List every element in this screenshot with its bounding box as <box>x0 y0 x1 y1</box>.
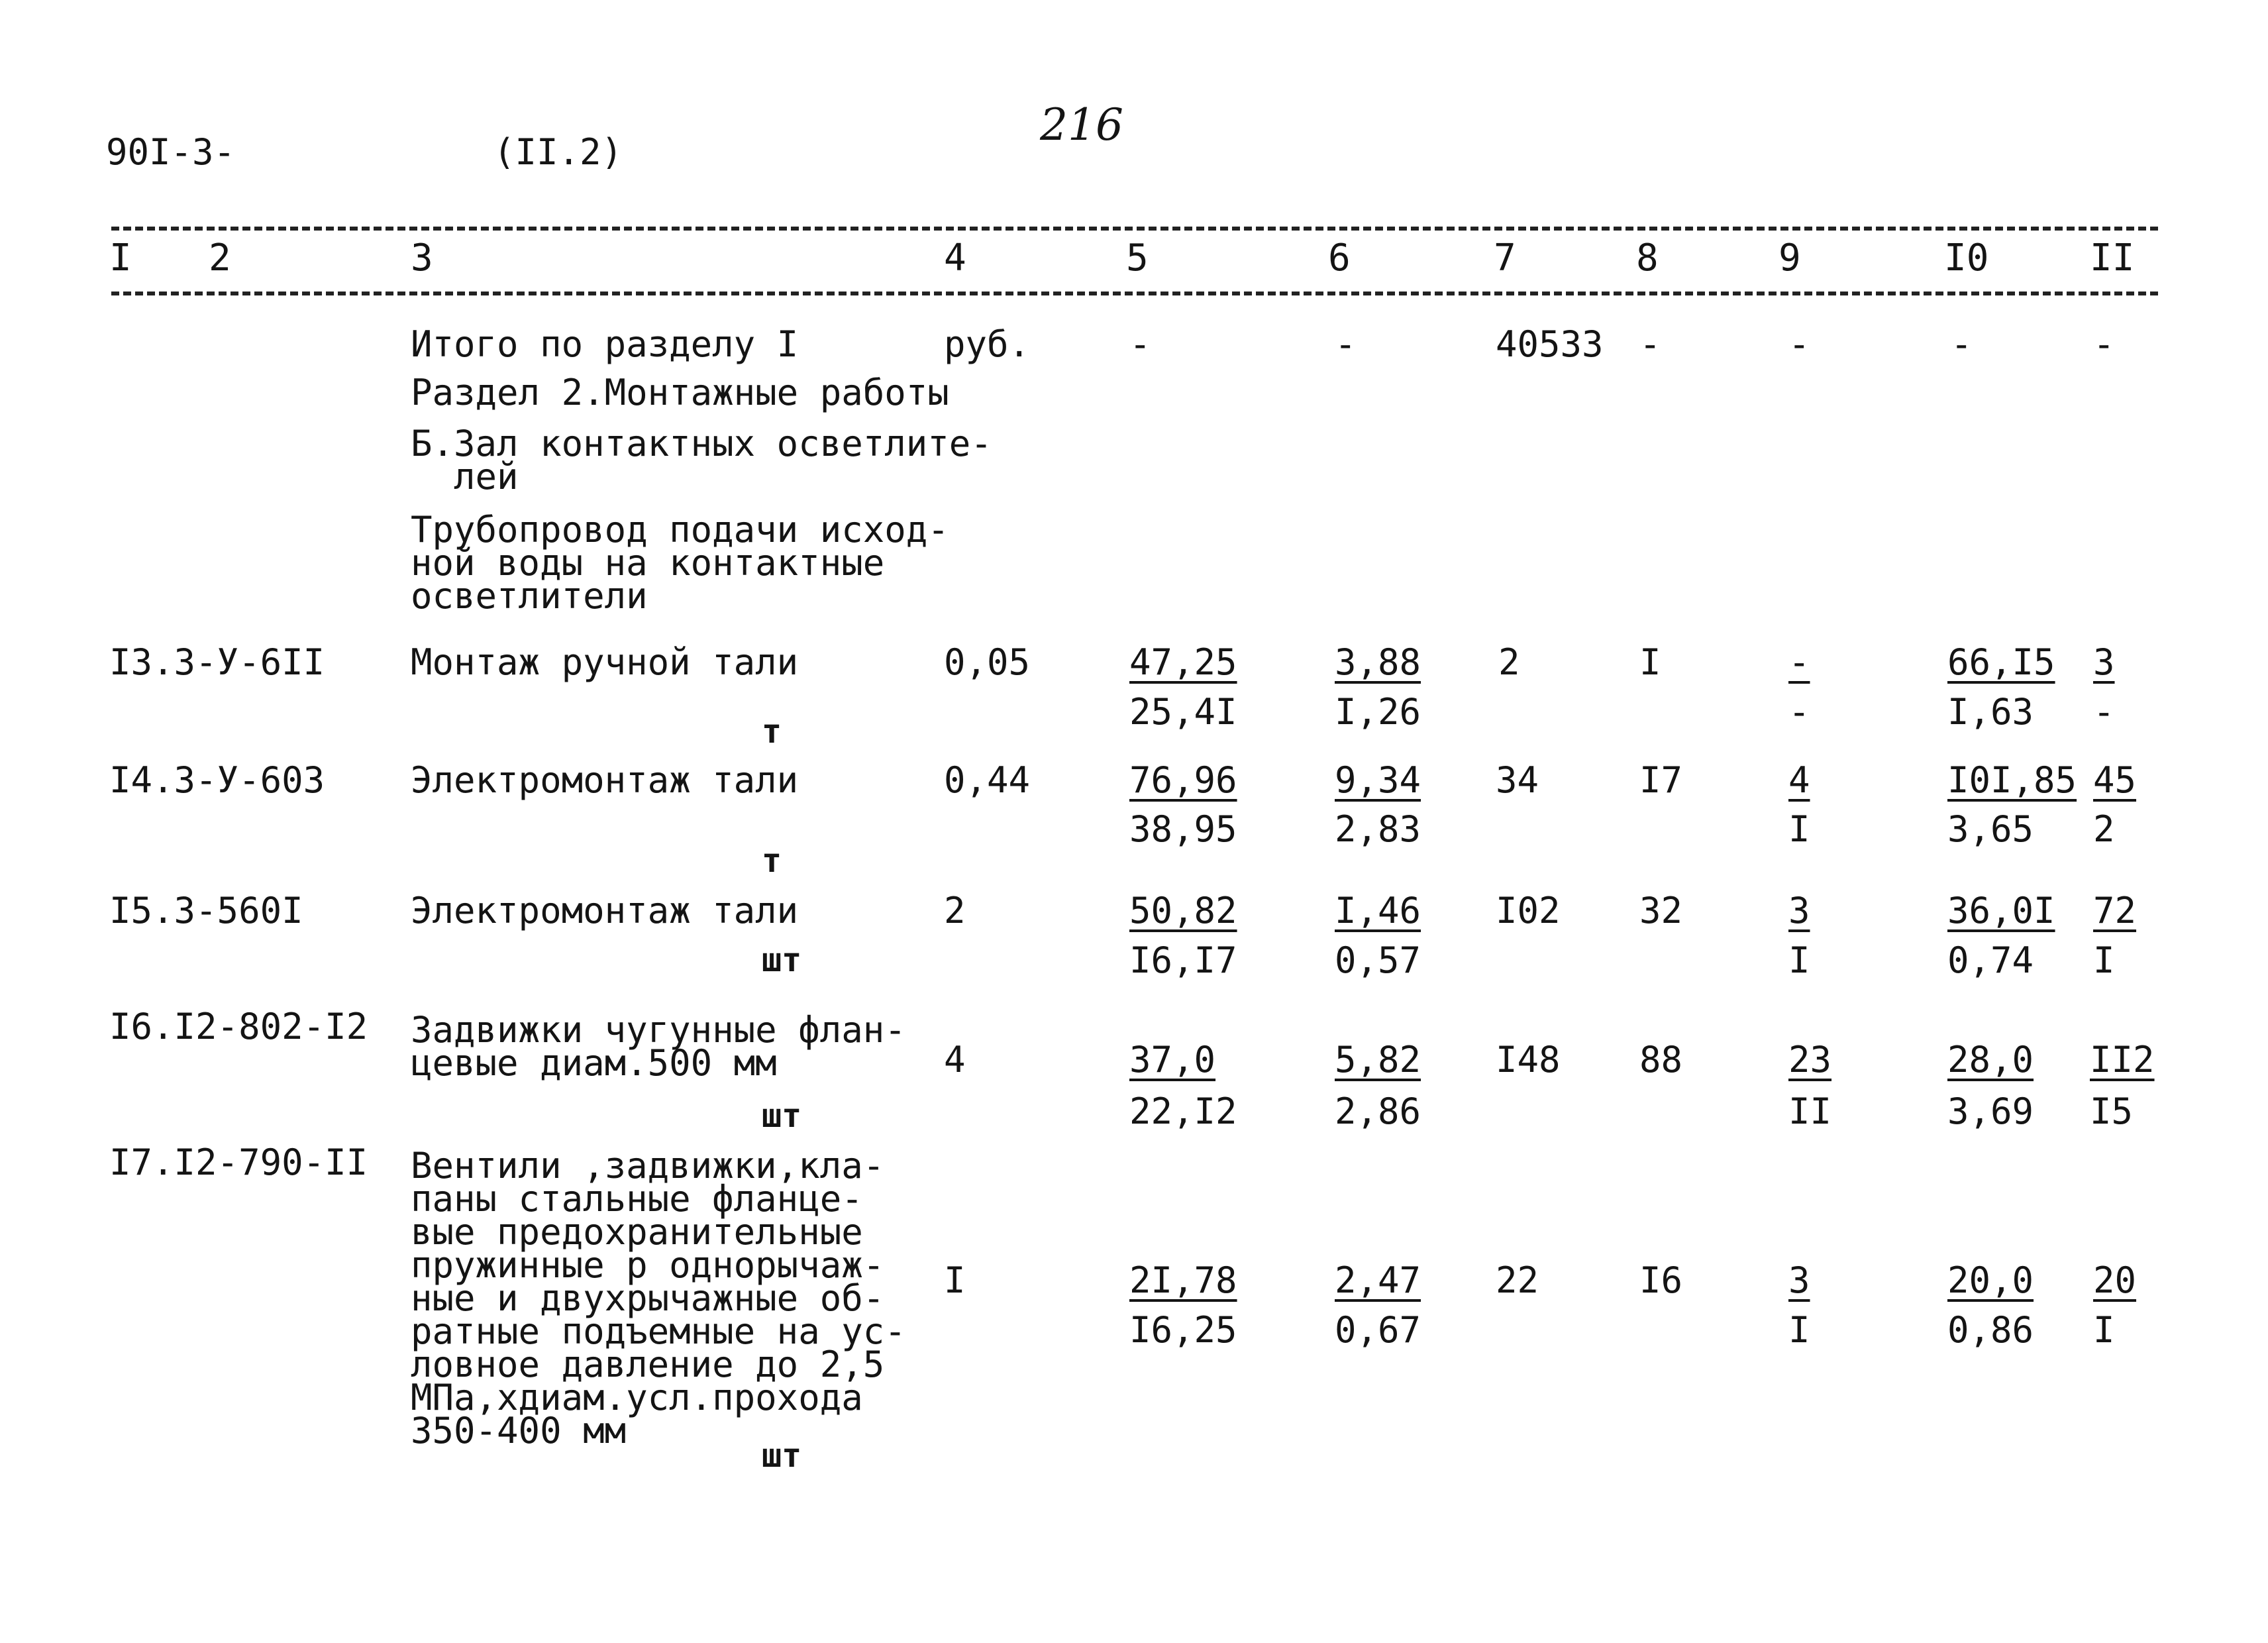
row-cell: 2,83 <box>1335 808 1421 850</box>
summary-unit: руб. <box>944 323 1031 365</box>
summary-cell: - <box>1951 323 1973 365</box>
page-number: 216 <box>1040 99 1123 150</box>
row-cell: 2,47 <box>1335 1259 1421 1301</box>
row-cell: 2 <box>1498 641 1520 683</box>
row-cell: 23 <box>1788 1039 1832 1081</box>
summary-cell: - <box>1788 323 1810 365</box>
column-header: 2 <box>209 237 231 280</box>
row-cell: 5,82 <box>1335 1039 1421 1081</box>
row-cell: 72 <box>2093 890 2137 931</box>
row-cell: I <box>1788 808 1810 850</box>
section-heading: Раздел 2.Монтажные работы <box>411 372 949 413</box>
row-cell: 66,I5 <box>1947 641 2055 683</box>
header-top-rule <box>111 227 2158 231</box>
row-cell: I <box>1639 641 1661 683</box>
row-quantity: 2 <box>944 890 966 931</box>
row-cell: I0I,85 <box>1947 759 2077 801</box>
row-unit: шт <box>762 941 802 979</box>
row-cell: - <box>1788 691 1810 733</box>
column-header: 5 <box>1126 237 1149 280</box>
row-cell: I,63 <box>1947 691 2034 733</box>
row-cell: I6,I7 <box>1129 939 1237 981</box>
row-cell: 20,0 <box>1947 1259 2034 1301</box>
row-cell: 76,96 <box>1129 759 1237 801</box>
row-cell: 3 <box>1788 890 1810 931</box>
row-cell: I6 <box>1639 1259 1683 1301</box>
header-bottom-rule <box>111 292 2158 295</box>
document-code: 90I-3- <box>106 131 236 173</box>
row-cell: 50,82 <box>1129 890 1237 931</box>
subsection-heading: Б.Зал контактных осветлите- лей <box>411 423 992 498</box>
row-cell: I48 <box>1496 1039 1561 1081</box>
row-cell: 34 <box>1496 759 1539 801</box>
row-cell: I02 <box>1496 890 1561 931</box>
row-cell: I <box>1788 939 1810 981</box>
row-cell: I6,25 <box>1129 1309 1237 1351</box>
row-quantity: 4 <box>944 1039 966 1081</box>
row-cell: 32 <box>1639 890 1683 931</box>
row-cell: I <box>2093 1309 2115 1351</box>
row-cell: 45 <box>2093 759 2137 801</box>
row-cell: 22,I2 <box>1129 1090 1237 1132</box>
row-code: I7.I2-790-II <box>109 1141 368 1183</box>
row-cell: 3,69 <box>1947 1090 2034 1132</box>
row-description: Задвижки чугунные флан- цевые диам.500 мм <box>411 1009 906 1084</box>
row-cell: 0,57 <box>1335 939 1421 981</box>
row-description: Электромонтаж тали <box>411 759 799 801</box>
row-cell: 2I,78 <box>1129 1259 1237 1301</box>
column-header: I0 <box>1944 237 1989 280</box>
column-header: 7 <box>1494 237 1516 280</box>
row-cell: 22 <box>1496 1259 1539 1301</box>
row-cell: 3 <box>2093 641 2115 683</box>
row-cell: 47,25 <box>1129 641 1237 683</box>
summary-cell: - <box>1129 323 1151 365</box>
row-cell: 0,86 <box>1947 1309 2034 1351</box>
row-quantity: I <box>944 1259 966 1301</box>
subsection-heading: Трубопровод подачи исход- ной воды на контактные осветлители <box>411 509 949 617</box>
row-description: Вентили ,задвижки,кла- паны стальные фланце- вые предохранительные пружинные р однорычаж- ные и двухрычажные об- ратные подъемные на ус- ловное давление до 2,5 МПа,хдиам.усл.прохода 350-400 мм <box>411 1145 906 1452</box>
column-header: 4 <box>944 237 966 280</box>
row-cell: 4 <box>1788 759 1810 801</box>
summary-description: Итого по разделу I <box>411 323 799 365</box>
row-cell: I7 <box>1639 759 1683 801</box>
row-cell: 36,0I <box>1947 890 2055 931</box>
row-quantity: 0,44 <box>944 759 1031 801</box>
row-code: I5.3-560I <box>109 890 303 931</box>
row-cell: 9,34 <box>1335 759 1421 801</box>
row-quantity: 0,05 <box>944 641 1031 683</box>
row-cell: 88 <box>1639 1039 1683 1081</box>
row-code: I6.I2-802-I2 <box>109 1006 368 1047</box>
column-header: 3 <box>411 237 433 280</box>
row-unit: т <box>762 712 782 751</box>
summary-cell: - <box>1639 323 1661 365</box>
row-cell: - <box>1788 641 1810 683</box>
row-cell: 2 <box>2093 808 2115 850</box>
row-cell: 28,0 <box>1947 1039 2034 1081</box>
row-cell: I,46 <box>1335 890 1421 931</box>
row-cell: 37,0 <box>1129 1039 1216 1081</box>
row-code: I4.3-У-603 <box>109 759 325 801</box>
sheet-reference: (II.2) <box>493 131 623 173</box>
column-header: 9 <box>1778 237 1801 280</box>
row-description: Электромонтаж тали <box>411 890 799 931</box>
summary-total: 40533 <box>1496 323 1604 365</box>
row-cell: 20 <box>2093 1259 2137 1301</box>
row-cell: I <box>1788 1309 1810 1351</box>
row-cell: 0,74 <box>1947 939 2034 981</box>
row-cell: - <box>2093 691 2115 733</box>
row-cell: II2 <box>2090 1039 2155 1081</box>
row-cell: 25,4I <box>1129 691 1237 733</box>
column-header: I <box>109 237 132 280</box>
row-unit: т <box>762 841 782 880</box>
row-unit: шт <box>762 1436 802 1475</box>
row-cell: 3,65 <box>1947 808 2034 850</box>
column-header: 8 <box>1636 237 1659 280</box>
row-cell: 2,86 <box>1335 1090 1421 1132</box>
row-cell: II <box>1788 1090 1832 1132</box>
row-unit: шт <box>762 1096 802 1135</box>
row-cell: I5 <box>2090 1090 2134 1132</box>
row-cell: I <box>2093 939 2115 981</box>
row-code: I3.3-У-6II <box>109 641 325 683</box>
column-header: II <box>2090 237 2135 280</box>
row-cell: 0,67 <box>1335 1309 1421 1351</box>
row-cell: 38,95 <box>1129 808 1237 850</box>
row-description: Монтаж ручной тали <box>411 641 799 683</box>
summary-cell: - <box>1335 323 1357 365</box>
summary-cell: - <box>2093 323 2115 365</box>
row-cell: I,26 <box>1335 691 1421 733</box>
column-header: 6 <box>1328 237 1351 280</box>
row-cell: 3 <box>1788 1259 1810 1301</box>
row-cell: 3,88 <box>1335 641 1421 683</box>
